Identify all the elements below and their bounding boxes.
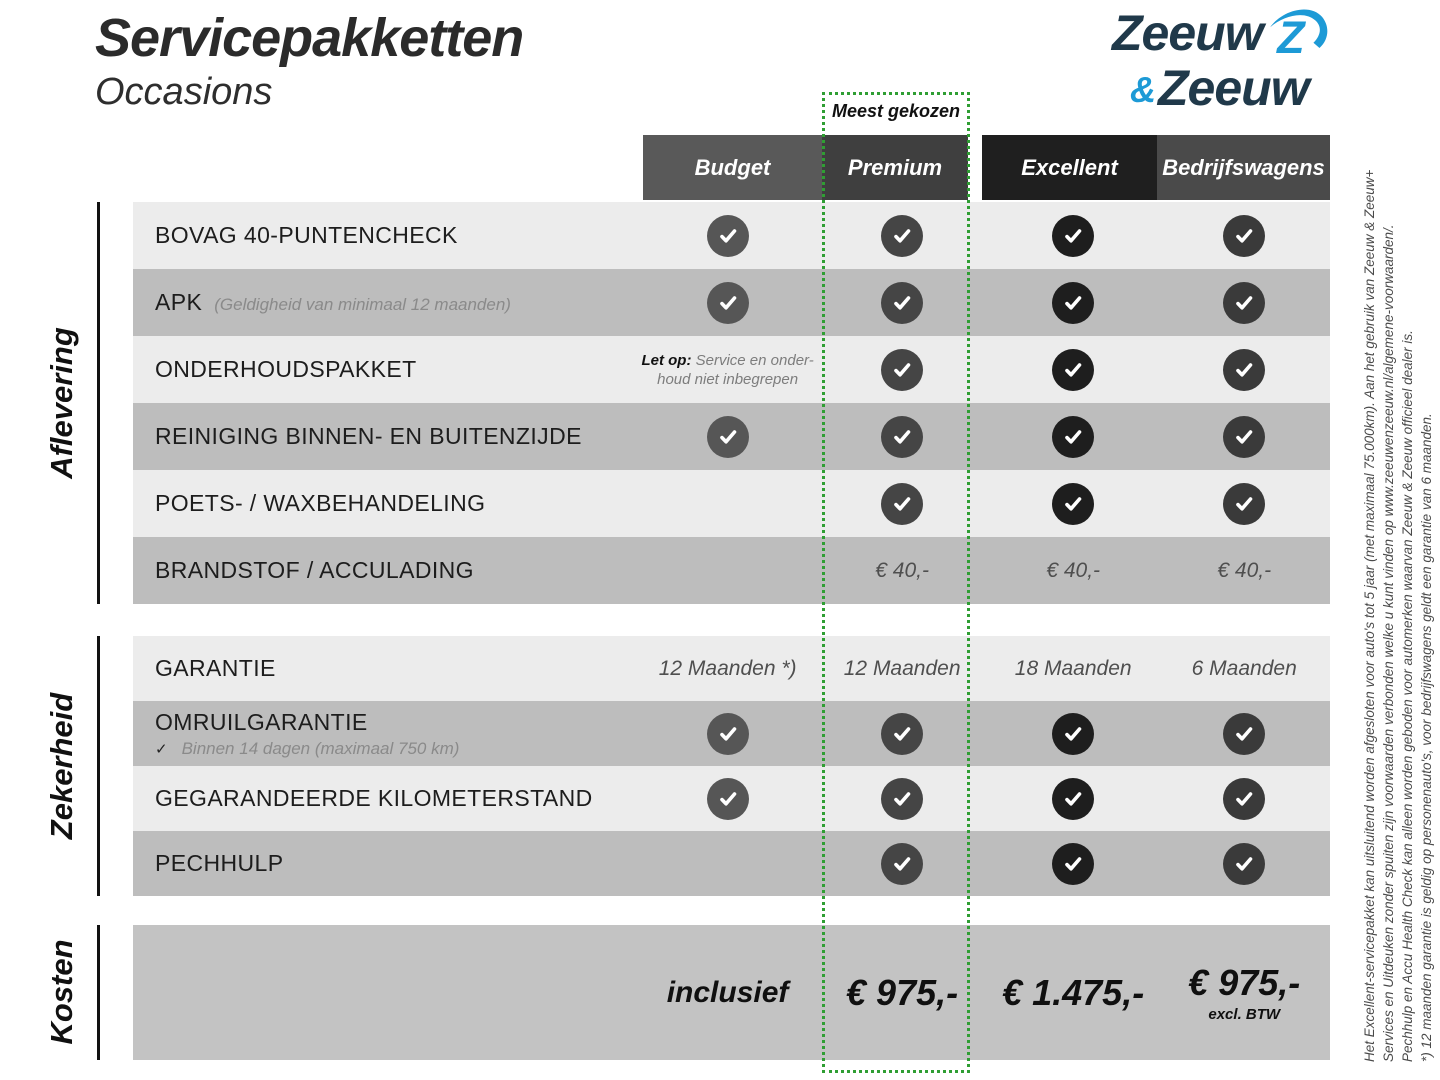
check-icon	[1052, 778, 1094, 820]
row-label: GARANTIE	[155, 655, 276, 681]
table-cell-bedrijfswagens	[1158, 269, 1330, 336]
row-subnote: ✓ Binnen 14 dagen (maximaal 750 km)	[155, 738, 460, 758]
small-check-icon: ✓	[155, 740, 168, 758]
column-header-premium: Premium	[822, 135, 968, 200]
check-icon	[1052, 713, 1094, 755]
check-icon	[1052, 282, 1094, 324]
page-subtitle: Occasions	[95, 71, 273, 113]
check-icon	[1223, 843, 1265, 885]
footnote-line: *) 12 maanden garantie is geldig op personenauto's, voor bedrijfswagens geldt een garantie van 6 maanden.	[1419, 413, 1434, 1062]
row-label: REINIGING BINNEN- EN BUITENZIJDE	[155, 423, 582, 449]
kosten-value: € 975,-	[846, 971, 959, 1013]
check-icon	[707, 778, 749, 820]
check-icon	[1052, 215, 1094, 257]
check-icon	[707, 215, 749, 257]
svg-text:Z: Z	[1276, 12, 1305, 64]
kosten-value: € 975,-	[1188, 962, 1301, 1003]
table-row	[133, 269, 1330, 336]
check-icon	[1223, 483, 1265, 525]
check-icon	[1223, 778, 1265, 820]
table-row	[133, 831, 1330, 896]
check-icon	[881, 778, 923, 820]
table-cell-budget	[639, 766, 816, 831]
column-header-excellent: Excellent	[982, 135, 1157, 200]
table-cell-premium	[816, 202, 988, 269]
row-label-cell	[133, 636, 639, 701]
kosten-cell-bedrijfswagens	[1158, 925, 1330, 1060]
title-block	[95, 8, 523, 114]
table-cell-budget	[639, 636, 816, 701]
table-row	[133, 537, 1330, 604]
kosten-cell-premium	[816, 925, 988, 1060]
row-label-cell	[133, 403, 639, 470]
kosten-value: inclusief	[666, 975, 789, 1009]
section-label-aflevering: Aflevering	[44, 327, 79, 479]
row-sublabel: (Geldigheid van minimaal 12 maanden)	[214, 295, 511, 314]
kosten-band	[133, 925, 1330, 1060]
table-cell-premium	[816, 701, 988, 766]
table-cell-excellent	[988, 766, 1159, 831]
section-zekerheid	[133, 636, 1330, 896]
footnote-line: Het Excellent-servicepakket kan uitsluitend worden afgesloten voor auto's tot 5 jaar (met maximaal 75.000km). Aan het gebruik van Zeeuw & Zeeuw+	[1362, 169, 1377, 1062]
check-icon	[1223, 282, 1265, 324]
table-cell-excellent	[988, 831, 1159, 896]
kosten-bracket-line	[97, 925, 100, 1060]
kosten-empty-cell	[133, 925, 639, 1060]
section-label-kosten: Kosten	[44, 939, 79, 1045]
check-icon	[1223, 349, 1265, 391]
table-cell-premium	[816, 403, 988, 470]
row-label-cell	[133, 537, 639, 604]
row-label-cell	[133, 701, 639, 766]
check-icon	[1052, 483, 1094, 525]
table-cell-bedrijfswagens	[1158, 766, 1330, 831]
table-cell-budget	[639, 701, 816, 766]
table-cell-bedrijfswagens	[1158, 831, 1330, 896]
table-cell-excellent	[988, 701, 1159, 766]
note-lead: Let op:	[641, 351, 696, 369]
section-aflevering	[133, 202, 1330, 604]
package-header-row	[643, 135, 1330, 200]
table-cell-excellent	[988, 336, 1159, 403]
cell-value: 18 Maanden	[1014, 656, 1132, 680]
meest-gekozen-label: Meest gekozen	[831, 101, 961, 121]
check-icon	[881, 843, 923, 885]
aflevering-bracket-line	[97, 202, 100, 604]
logo-word-2: Zeeuw	[1158, 60, 1309, 116]
table-cell-excellent	[988, 470, 1159, 537]
table-cell-bedrijfswagens	[1158, 701, 1330, 766]
check-icon	[1223, 713, 1265, 755]
table-cell-excellent	[988, 403, 1159, 470]
cell-value: 12 Maanden	[843, 656, 961, 680]
table-cell-bedrijfswagens	[1158, 336, 1330, 403]
check-icon	[1052, 416, 1094, 458]
row-label-cell	[133, 766, 639, 831]
footnotes	[1360, 132, 1436, 1062]
check-icon	[707, 282, 749, 324]
check-icon	[1223, 215, 1265, 257]
table-cell-budget	[639, 537, 816, 604]
table-cell-bedrijfswagens	[1158, 403, 1330, 470]
cell-value: € 40,-	[1217, 558, 1272, 582]
row-label: OMRUILGARANTIE	[155, 708, 368, 735]
row-label-cell	[133, 336, 639, 403]
check-icon	[1052, 349, 1094, 391]
kosten-cell-excellent	[988, 925, 1159, 1060]
zeeuw-en-zeeuw-logo	[1112, 5, 1322, 116]
table-row	[133, 636, 1330, 701]
column-header-bedrijfswagens: Bedrijfswagens	[1157, 135, 1330, 200]
check-icon	[881, 713, 923, 755]
table-cell-budget	[639, 470, 816, 537]
row-label: POETS- / WAXBEHANDELING	[155, 490, 486, 516]
check-icon	[1052, 843, 1094, 885]
table-cell-bedrijfswagens	[1158, 636, 1330, 701]
check-icon	[881, 282, 923, 324]
table-cell-premium	[816, 636, 988, 701]
footnote-line: Pechhulp en Accu Health Check kan alleen worden geboden voor automerken waarvan Zeeuw & Zeeuw officieel dealer is.	[1400, 330, 1415, 1062]
table-cell-bedrijfswagens	[1158, 470, 1330, 537]
check-icon	[881, 349, 923, 391]
table-cell-premium	[816, 336, 988, 403]
check-icon	[881, 416, 923, 458]
check-icon	[1223, 416, 1265, 458]
row-label: BRANDSTOF / ACCULADING	[155, 557, 474, 583]
table-cell-budget	[639, 831, 816, 896]
table-cell-excellent	[988, 269, 1159, 336]
check-icon	[707, 416, 749, 458]
row-label: GEGARANDEERDE KILOMETERSTAND	[155, 785, 593, 811]
row-label-cell	[133, 269, 639, 336]
kosten-note: excl. BTW	[1208, 1006, 1281, 1023]
table-cell-premium	[816, 766, 988, 831]
cell-value: 12 Maanden *)	[658, 656, 797, 680]
cell-value: € 40,-	[1046, 558, 1101, 582]
logo-word-1: Zeeuw	[1112, 5, 1263, 61]
table-cell-budget	[639, 403, 816, 470]
table-row	[133, 766, 1330, 831]
table-cell-excellent	[988, 537, 1159, 604]
table-cell-budget	[639, 336, 816, 403]
table-cell-premium	[816, 269, 988, 336]
row-label: BOVAG 40-PUNTENCHECK	[155, 222, 458, 248]
footnote-line: Services en Uitdeuken zonder spuiten zijn voorwaarden verbonden welke u kunt vinden op www.zeeuwenzeeuw.nl/algemene-voorwaarden/.	[1381, 224, 1396, 1062]
row-label: PECHHULP	[155, 850, 284, 876]
table-cell-budget	[639, 269, 816, 336]
table-cell-bedrijfswagens	[1158, 202, 1330, 269]
check-icon	[881, 483, 923, 525]
table-cell-budget	[639, 202, 816, 269]
row-label-cell	[133, 470, 639, 537]
check-icon	[881, 215, 923, 257]
table-row	[133, 470, 1330, 537]
row-label-cell	[133, 831, 639, 896]
row-label: APK	[155, 289, 203, 315]
table-cell-premium	[816, 831, 988, 896]
table-cell-premium	[816, 470, 988, 537]
table-cell-bedrijfswagens	[1158, 537, 1330, 604]
page-title: Servicepakketten	[95, 8, 524, 68]
kosten-cell-budget	[639, 925, 817, 1060]
table-row	[133, 336, 1330, 403]
table-row	[133, 202, 1330, 269]
row-label: ONDERHOUDSPAKKET	[155, 356, 417, 382]
column-header-budget: Budget	[643, 135, 822, 200]
note-text: Let op: Service en onder- houd niet inbegrepen	[641, 351, 814, 388]
table-row	[133, 701, 1330, 766]
section-label-zekerheid: Zekerheid	[44, 692, 79, 840]
kosten-value: € 1.475,-	[1002, 971, 1145, 1013]
logo-ampersand: &	[1130, 69, 1156, 110]
zekerheid-bracket-line	[97, 636, 100, 896]
check-icon	[707, 713, 749, 755]
table-cell-excellent	[988, 636, 1159, 701]
table-cell-premium	[816, 537, 988, 604]
table-row	[133, 403, 1330, 470]
cell-value: € 40,-	[875, 558, 929, 582]
header-gap	[968, 135, 982, 200]
row-label-cell	[133, 202, 639, 269]
table-cell-excellent	[988, 202, 1159, 269]
cell-value: 6 Maanden	[1191, 656, 1297, 680]
